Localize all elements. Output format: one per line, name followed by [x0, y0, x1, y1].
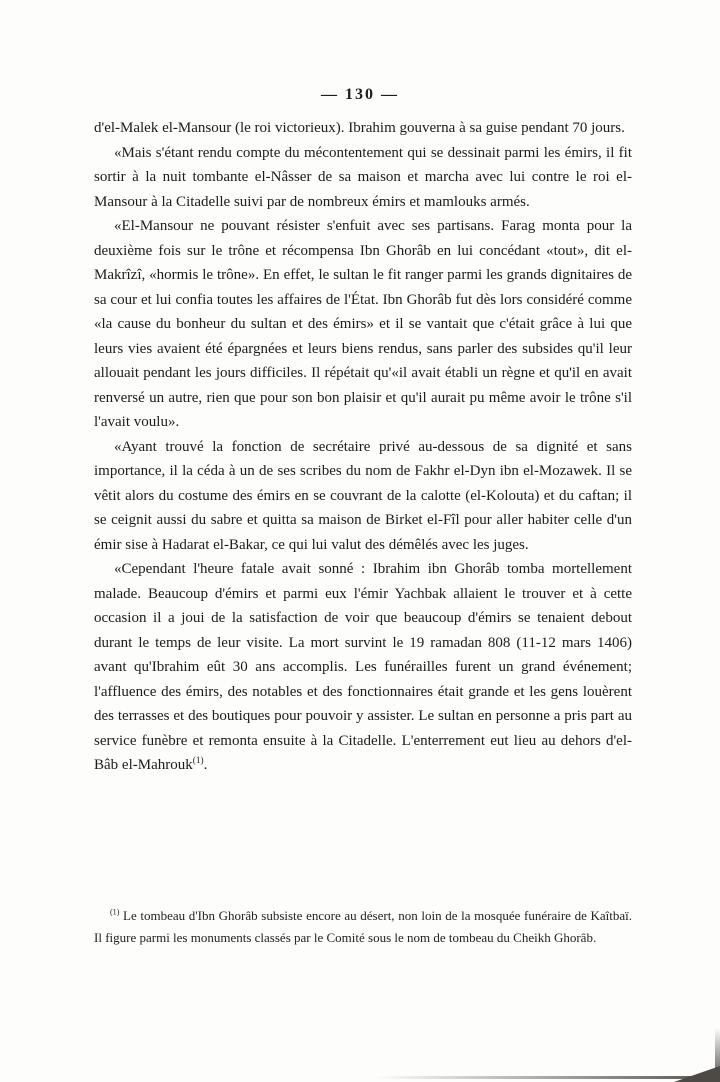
- paragraph: «Mais s'étant rendu compte du mécontentement qui se dessinait parmi les émirs, il fit sortir à la nuit tombante el-Nâsser de sa maison et marcha avec lui contre le roi el-Mansour à la Citadelle suivi par de nombreux émirs et mamlouks armés.: [94, 144, 632, 210]
- footnote-reference: (1): [192, 756, 204, 766]
- paragraph: [94, 557, 632, 778]
- scan-edge-bottom-artifact: [376, 1076, 696, 1079]
- page-number: — 130 —: [321, 86, 399, 103]
- paragraph-text: «Cependant l'heure fatale avait sonné : Ibrahim ibn Ghorâb tomba mortellement malade. Beaucoup d'émirs et parmi eux l'émir Yachbak allaient le trouver et à cette occasion il a joui de la satisfaction de voir que beaucoup d'émirs se tenaient debout durant le temps de leur visite. La mort survint le 19 ramadan 808 (11-12 mars 1406) avant qu'Ibrahim eût 30 ans accomplis. Les funérailles furent un grand événement; l'affluence des émirs, des notables et des fonctionnaires était grande et les gens louèrent des terrasses et des boutiques pour pouvoir y assister. Le sultan en personne a pris part au service funèbre et remonta ensuite à la Citadelle. L'enterrement eut lieu au dehors d'el-Bâb el-Mahrouk: [94, 561, 632, 773]
- paragraph: «El-Mansour ne pouvant résister s'enfuit avec ses partisans. Farag monta pour la deuxième fois sur le trône et récompensa Ibn Ghorâb en lui concédant «tout», dit el-Makrîzî, «hormis le trône». En effet, le sultan le fit ranger parmi les grands dignitaires de sa cour et lui confia toutes les affaires de l'État. Ibn Ghorâb fut dès lors considéré comme «la cause du bonheur du sultan et des émirs» et il se vantait que c'était grâce à lui que leurs vies avaient été épargnées et leurs biens rendus, sans parler des subsides qu'il leur allouait pendant les jours difficiles. Il répétait qu'«il avait établi un règne et qu'il en avait renversé un autre, rien que pour son bon plaisir et qu'il aurait pu même avoir le trône s'il l'avait voulu».: [94, 218, 632, 430]
- footnote-text: Le tombeau d'Ibn Ghorâb subsiste encore au désert, non loin de la mosquée funéraire de Kaîtbaï. Il figure parmi les monuments classés par le Comité sous le nom de tombeau du Cheikh Ghorâb.: [94, 908, 632, 945]
- footnote-block: [94, 905, 632, 949]
- paragraph-continuation: d'el-Malek el-Mansour (le roi victorieux). Ibrahim gouverna à sa guise pendant 70 jours.: [94, 120, 625, 136]
- paragraph: «Ayant trouvé la fonction de secrétaire privé au-dessous de sa dignité et sans importance, il la céda à un de ses scribes du nom de Fakhr el-Dyn ibn el-Mozawek. Il se vêtit alors du costume des émirs en se couvrant de la calotte (el-Kolouta) et du caftan; il se ceignit aussi du sabre et quitta sa maison de Birket el-Fîl pour aller habiter celle d'un émir sise à Hadarat el-Bakar, ce qui lui valut des démêlés avec les juges.: [94, 438, 632, 553]
- sentence-end: .: [203, 757, 208, 773]
- scan-edge-corner-artifact: [674, 1066, 720, 1082]
- footnote-marker: (1): [110, 907, 120, 917]
- page-body: [94, 116, 632, 778]
- footnote: [94, 905, 632, 949]
